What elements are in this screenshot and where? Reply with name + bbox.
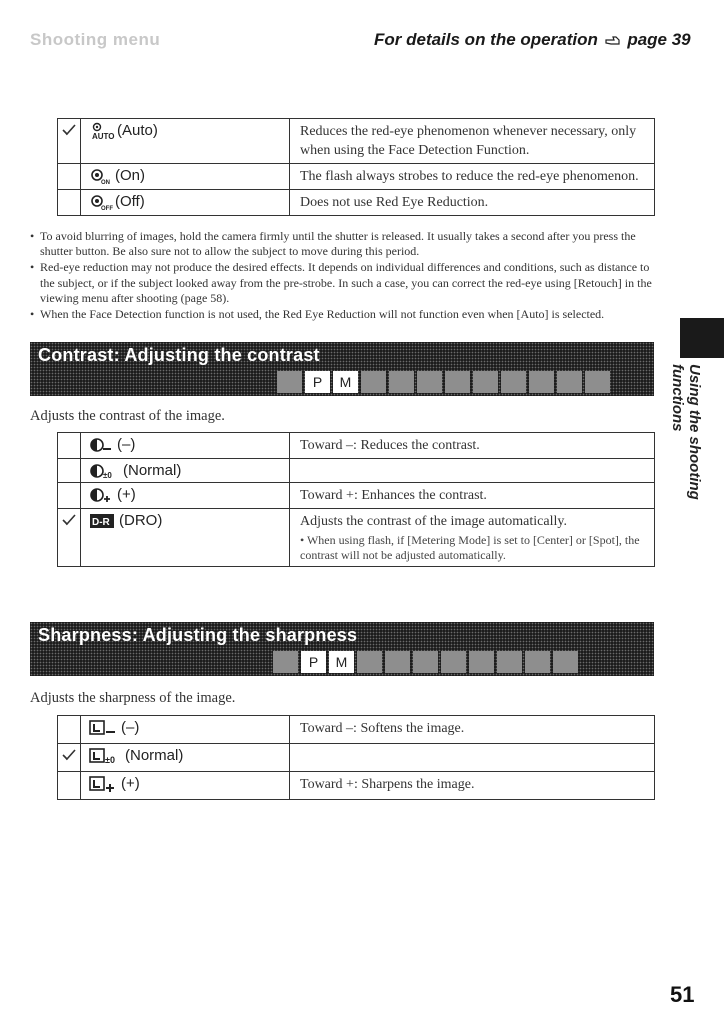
- red-eye-off-icon: [89, 194, 113, 213]
- selected-default-cell: [58, 119, 81, 164]
- mode-indicator: [357, 651, 382, 673]
- option-description: Adjusts the contrast of the image automatically.: [300, 514, 567, 530]
- red-eye-on-icon: [89, 168, 111, 187]
- red-eye-options-table: [57, 118, 655, 216]
- mode-indicator: [389, 371, 414, 393]
- mode-indicator: [385, 651, 410, 673]
- table-row: [58, 772, 655, 800]
- option-label: (Off): [115, 193, 145, 210]
- mode-indicator: [501, 371, 526, 393]
- checkmark-icon: [62, 749, 76, 761]
- option-label: (DRO): [119, 512, 163, 530]
- auto-red-eye-icon: [89, 122, 113, 140]
- sharpness-minus-icon: [89, 719, 117, 737]
- side-tab-marker: [680, 318, 724, 358]
- option-description: Does not use Red Eye Reduction.: [290, 190, 655, 216]
- details-reference: [374, 30, 691, 50]
- mode-indicator: [553, 651, 578, 673]
- table-row: [58, 483, 655, 509]
- svg-text:ON: ON: [101, 180, 110, 187]
- sharpness-options-table: [57, 715, 655, 800]
- sharpness-mode-indicators: [273, 651, 578, 673]
- option-label: (On): [115, 167, 145, 184]
- note-item: • When the Face Detection function is not used, the Red Eye Reduction will not function even when [Auto] is selected.: [30, 307, 660, 322]
- mode-indicator: [361, 371, 386, 393]
- mode-indicator-m: M: [333, 371, 358, 393]
- table-row: [58, 164, 655, 190]
- side-tab-label: Using the shooting functions: [669, 364, 703, 500]
- svg-text:D-R: D-R: [92, 517, 110, 529]
- mode-indicator-m: M: [329, 651, 354, 673]
- mode-indicator: [413, 651, 438, 673]
- sharpness-plus-icon: [89, 775, 117, 793]
- sharpness-banner: [30, 622, 654, 676]
- option-description: Toward –: Reduces the contrast.: [290, 433, 655, 459]
- sharpness-normal-icon: [89, 747, 121, 765]
- pointing-hand-icon: [605, 35, 621, 47]
- option-label: (Normal): [125, 747, 184, 764]
- sharpness-title: Sharpness: Adjusting the sharpness: [38, 625, 358, 645]
- table-row: [58, 119, 655, 164]
- details-page: page 39: [627, 30, 691, 49]
- table-row: [58, 744, 655, 772]
- contrast-normal-icon: [89, 463, 119, 479]
- mode-indicator: [417, 371, 442, 393]
- mode-indicator-p: P: [305, 371, 330, 393]
- svg-text:±0: ±0: [105, 755, 115, 766]
- option-label: (Auto): [117, 122, 158, 139]
- notes-list: [30, 229, 660, 323]
- option-description: The flash always strobes to reduce the red-eye phenomenon.: [290, 164, 655, 190]
- table-row: [58, 509, 655, 567]
- mode-indicator: [469, 651, 494, 673]
- mode-indicator: [445, 371, 470, 393]
- mode-indicator: [585, 371, 610, 393]
- contrast-title: Contrast: Adjusting the contrast: [38, 345, 320, 365]
- table-row: [58, 716, 655, 744]
- svg-text:OFF: OFF: [101, 206, 113, 213]
- page-number: 51: [670, 982, 695, 1007]
- checkmark-icon: [62, 514, 76, 526]
- contrast-banner: [30, 342, 654, 396]
- contrast-intro: Adjusts the contrast of the image.: [30, 408, 225, 424]
- option-description: Toward +: Sharpens the image.: [290, 772, 655, 800]
- contrast-options-table: [57, 432, 655, 567]
- option-label: (–): [121, 719, 140, 736]
- mode-indicator: [497, 651, 522, 673]
- checkmark-icon: [62, 124, 76, 136]
- option-description: [290, 744, 655, 772]
- note-item: • To avoid blurring of images, hold the camera firmly until the shutter is released. It usually takes a second after you press the shutter button. Be also sure not to allow the subject to move during this period.: [30, 229, 660, 259]
- option-description: Toward –: Softens the image.: [290, 716, 655, 744]
- option-note: • When using flash, if [Metering Mode] is set to [Center] or [Spot], the contrast will not be adjusted automatically.: [300, 533, 640, 563]
- contrast-mode-indicators: [277, 371, 610, 393]
- sharpness-intro: Adjusts the sharpness of the image.: [30, 690, 236, 706]
- section-title: Shooting menu: [30, 30, 161, 49]
- details-text: For details on the operation: [374, 30, 598, 49]
- table-row: [58, 190, 655, 216]
- mode-indicator: [525, 651, 550, 673]
- option-label: (+): [117, 486, 136, 504]
- selected-default-cell: [58, 744, 81, 772]
- mode-indicator: [273, 651, 298, 673]
- contrast-minus-icon: [89, 437, 113, 453]
- mode-indicator: [277, 371, 302, 393]
- mode-indicator: [441, 651, 466, 673]
- option-description: [290, 459, 655, 483]
- mode-indicator: [557, 371, 582, 393]
- option-label: (–): [117, 436, 136, 453]
- selected-default-cell: [58, 509, 81, 567]
- option-description: Reduces the red-eye phenomenon whenever necessary, only when using the Face Detection Function.: [290, 119, 655, 164]
- option-description: Toward +: Enhances the contrast.: [290, 483, 655, 509]
- dro-icon: [89, 513, 115, 529]
- svg-text:±0: ±0: [103, 471, 112, 481]
- mode-indicator-p: P: [301, 651, 326, 673]
- contrast-plus-icon: [89, 487, 113, 503]
- mode-indicator: [529, 371, 554, 393]
- table-row: [58, 459, 655, 483]
- option-label: (+): [121, 775, 140, 792]
- option-label: (Normal): [123, 462, 182, 479]
- mode-indicator: [473, 371, 498, 393]
- table-row: [58, 433, 655, 459]
- svg-text:AUTO: AUTO: [92, 132, 115, 142]
- note-item: • Red-eye reduction may not produce the desired effects. It depends on individual differences and conditions, such as distance to the subject, or if the subject looked away from the pre-strobe. In such a case, you can correct the red-eye using [Retouch] in the viewing menu after shooting (page 58).: [30, 260, 660, 306]
